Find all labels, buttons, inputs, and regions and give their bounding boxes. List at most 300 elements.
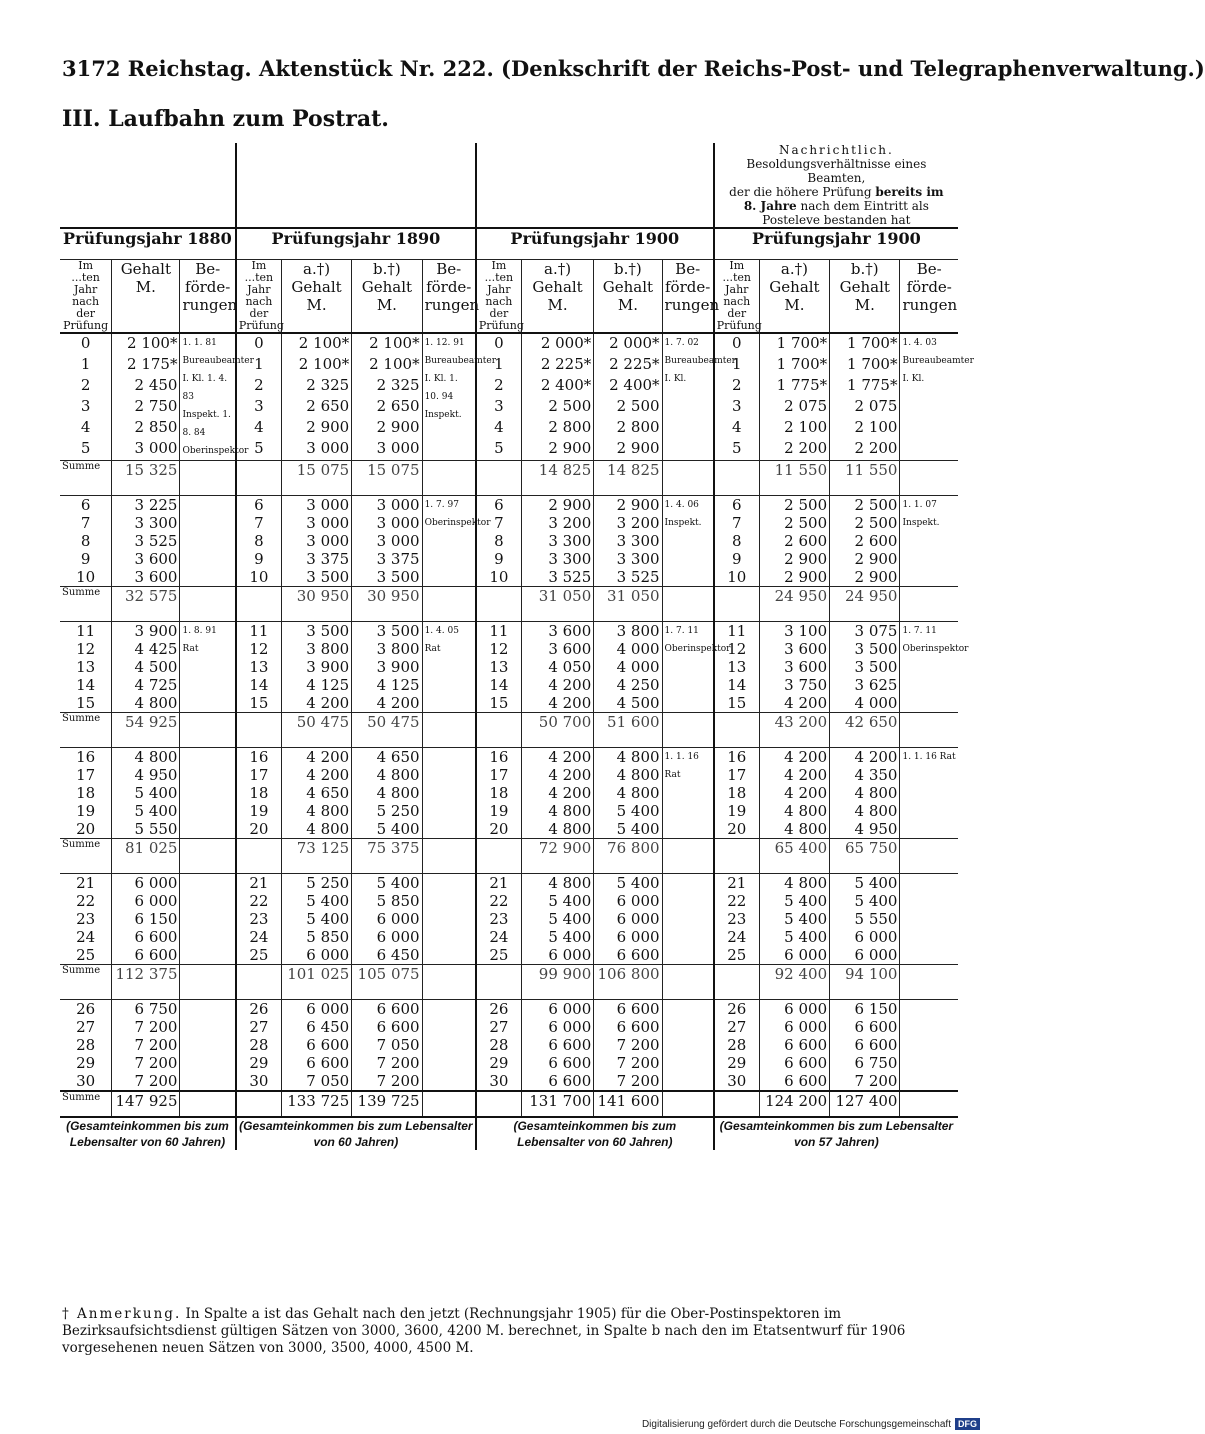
befoerderung-note: 1. 7. 97 Oberinspektor (422, 496, 476, 587)
year-cell: 8 (714, 532, 760, 550)
col-header-line: nach der (245, 295, 273, 320)
col-header-befoerderungen (422, 260, 480, 334)
gehalt-cell: 3 800 (352, 640, 422, 658)
gehalt-cell: 4 200 (352, 694, 422, 713)
year-cell: 16 (714, 748, 760, 767)
year-cell: 0 (714, 333, 760, 355)
gehalt-cell: 6 000 (112, 892, 180, 910)
summe-value: 32 575 (112, 587, 180, 622)
gehalt-cell: 2 900 (759, 550, 829, 568)
gehalt-cell: 5 250 (281, 874, 351, 893)
col-header-year (236, 260, 282, 334)
gehalt-cell: 4 200 (521, 676, 593, 694)
befoerderung-note (422, 874, 476, 965)
year-cell: 24 (476, 928, 522, 946)
table-row (60, 1000, 958, 1019)
gehalt-cell: 3 200 (594, 514, 662, 532)
year-cell: 21 (714, 874, 760, 893)
col-header-year (714, 260, 760, 334)
gehalt-cell: 2 500 (830, 514, 900, 532)
gehalt-cell: 5 400 (352, 874, 422, 893)
col-header-unit: M. (376, 296, 397, 314)
col-header-line: Jahr (247, 283, 271, 296)
gehalt-cell: 4 800 (352, 766, 422, 784)
col-header-line: Jahr (487, 283, 511, 296)
year-cell: 7 (714, 514, 760, 532)
summe-value: 42 650 (830, 713, 900, 748)
gehalt-cell: 2 750 (112, 397, 180, 418)
gesamteinkommen-row (60, 1117, 958, 1150)
year-cell: 21 (476, 874, 522, 893)
footer: Digitalisierung gefördert durch die Deutsche Forschungsgemeinschaft DFG (642, 1418, 980, 1430)
gehalt-cell: 5 400 (521, 892, 593, 910)
gehalt-cell: 4 200 (281, 694, 351, 713)
year-cell: 24 (236, 928, 282, 946)
summe-row (60, 965, 958, 1000)
summe-value: 31 050 (521, 587, 593, 622)
summe-value (662, 1091, 714, 1117)
gehalt-cell: 4 800 (521, 874, 593, 893)
gehalt-cell: 3 600 (521, 622, 593, 641)
gehalt-cell: 5 400 (759, 910, 829, 928)
summe-value: 99 900 (521, 965, 593, 1000)
summe-value: 105 075 (352, 965, 422, 1000)
befoerderung-note (900, 1000, 958, 1092)
year-cell: 1 (476, 355, 522, 376)
befoerderung-note: 1. 7. 02 Bureaubeamter I. Kl. (662, 333, 714, 461)
summe-value (422, 461, 476, 496)
year-cell: 26 (476, 1000, 522, 1019)
year-cell: 4 (80, 417, 91, 436)
year-cell: 26 (714, 1000, 760, 1019)
gehalt-cell: 4 725 (112, 676, 180, 694)
gehalt-cell: 2 900 (594, 496, 662, 515)
gehalt-cell: 2 225* (521, 355, 593, 376)
summe-value (236, 1091, 282, 1117)
year-cell: 13 (236, 658, 282, 676)
summe-row (60, 1091, 958, 1117)
salary-table (60, 143, 974, 1150)
gehalt-cell: 6 600 (594, 1018, 662, 1036)
col-header-line: Gehalt (602, 278, 654, 296)
gehalt-cell: 2 800 (594, 418, 662, 439)
gehalt-cell: 6 600 (352, 1000, 422, 1019)
year-cell: 18 (236, 784, 282, 802)
gehalt-cell: 2 175* (112, 355, 180, 376)
year-cell: 9 (80, 550, 91, 568)
befoerderung-note: 1. 8. 91 Rat (180, 622, 236, 713)
year-cell: 2 (236, 376, 282, 397)
summe-value (236, 839, 282, 874)
year-cell: 15 (714, 694, 760, 713)
gehalt-cell: 2 850 (112, 418, 180, 439)
gehalt-cell: 1 775* (759, 376, 829, 397)
year-cell: 27 (476, 1018, 522, 1036)
year-cell: 5 (714, 439, 760, 461)
summe-label: Summe (60, 839, 112, 874)
group-header: Prüfungsjahr 1880 (60, 228, 236, 260)
nachrichtlich-note: Nachrichtlich. Besoldungsverhältnisse eines Beamten, der die höhere Prüfung bereits im 8. Jahre nach dem Eintritt als Posteleve bestanden hat (714, 143, 958, 228)
gehalt-cell: 3 600 (112, 550, 180, 568)
gehalt-cell: 6 750 (830, 1054, 900, 1072)
gehalt-cell: 5 400 (112, 784, 180, 802)
gehalt-cell: 4 800 (830, 784, 900, 802)
gehalt-cell: 2 400* (521, 376, 593, 397)
summe-value (900, 587, 958, 622)
col-header-line: rungen (182, 296, 238, 314)
col-header-line: Be- (436, 260, 462, 278)
col-header-year (476, 260, 522, 334)
gehalt-cell: 6 000 (594, 928, 662, 946)
year-cell: 19 (714, 802, 760, 820)
col-header-line: Gehalt (361, 278, 413, 296)
year-cell: 7 (476, 514, 522, 532)
gehalt-cell: 2 000* (594, 333, 662, 355)
year-cell: 2 (80, 376, 91, 395)
gehalt-cell: 5 400 (830, 874, 900, 893)
gehalt-cell: 6 600 (759, 1036, 829, 1054)
gehalt-cell: 7 200 (594, 1054, 662, 1072)
gehalt-cell: 2 450 (112, 376, 180, 397)
col-header-line: Im (78, 259, 93, 272)
col-header-line: Gehalt (532, 278, 583, 296)
summe-row (60, 461, 958, 496)
summe-value: 11 550 (759, 461, 829, 496)
gehalt-cell: 7 050 (281, 1072, 351, 1091)
gehalt-cell: 2 100 (759, 418, 829, 439)
gehalt-cell: 2 900 (521, 496, 593, 515)
gehalt-cell: 2 100 (830, 418, 900, 439)
gehalt-cell: 6 000 (281, 946, 351, 965)
summe-value: 76 800 (594, 839, 662, 874)
col-header-line: förde- (185, 278, 231, 296)
year-cell: 18 (714, 784, 760, 802)
year-cell: 3 (236, 397, 282, 418)
year-cell: 28 (476, 1036, 522, 1054)
year-cell: 17 (714, 766, 760, 784)
gehalt-cell: 4 800 (594, 784, 662, 802)
col-header-line: Jahr (73, 283, 98, 296)
year-cell: 28 (714, 1036, 760, 1054)
year-cell: 1 (236, 355, 282, 376)
gehalt-cell: 2 100* (352, 333, 422, 355)
year-cell: 6 (714, 496, 760, 515)
gehalt-cell: 2 500 (759, 514, 829, 532)
summe-value (662, 713, 714, 748)
gehalt-cell: 2 075 (759, 397, 829, 418)
gehalt-cell: 5 400 (352, 820, 422, 839)
gehalt-cell: 6 000 (281, 1000, 351, 1019)
col-header-line: a.†) (780, 260, 808, 278)
gehalt-cell: 7 200 (594, 1072, 662, 1091)
col-header-line: Be- (916, 260, 942, 278)
gehalt-cell: 4 200 (830, 748, 900, 767)
summe-value: 92 400 (759, 965, 829, 1000)
year-cell: 9 (236, 550, 282, 568)
col-header-gehalt (594, 260, 662, 334)
summe-label: Summe (60, 1091, 112, 1117)
gehalt-cell: 6 600 (112, 928, 180, 946)
column-header-row (60, 260, 958, 334)
gehalt-cell: 3 200 (521, 514, 593, 532)
gehalt-cell: 2 650 (281, 397, 351, 418)
gehalt-cell: 6 000 (521, 1018, 593, 1036)
gehalt-cell: 4 950 (112, 766, 180, 784)
gehalt-cell: 4 000 (830, 694, 900, 713)
gehalt-cell: 4 800 (759, 820, 829, 839)
gehalt-cell: 4 250 (594, 676, 662, 694)
summe-value: 141 600 (594, 1091, 662, 1117)
col-header-unit: M. (306, 296, 327, 314)
gehalt-cell: 7 200 (352, 1072, 422, 1091)
summe-value (180, 1091, 236, 1117)
gesamteinkommen-note: (Gesamteinkommen bis zum Lebensalter von 60 Jahren) (66, 1119, 229, 1149)
summe-value: 43 200 (759, 713, 829, 748)
gehalt-cell: 2 800 (521, 418, 593, 439)
col-header-line: ...ten (71, 271, 100, 284)
summe-value (714, 965, 760, 1000)
gehalt-cell: 4 000 (594, 658, 662, 676)
year-cell: 16 (76, 748, 96, 766)
gehalt-cell: 4 800 (759, 874, 829, 893)
summe-value (422, 965, 476, 1000)
year-cell: 19 (476, 802, 522, 820)
summe-value: 11 550 (830, 461, 900, 496)
befoerderung-note: 1. 12. 91 Bureaubeamter I. Kl. 1. 10. 94 Inspekt. (422, 333, 476, 461)
gehalt-cell: 3 375 (352, 550, 422, 568)
summe-value (422, 713, 476, 748)
col-header-befoerderungen (900, 260, 958, 334)
gehalt-cell: 6 000 (594, 910, 662, 928)
gehalt-cell: 2 325 (352, 376, 422, 397)
col-header-gehalt (112, 260, 180, 334)
gehalt-cell: 4 200 (759, 766, 829, 784)
gehalt-cell: 3 525 (112, 532, 180, 550)
gehalt-cell: 6 000 (521, 946, 593, 965)
year-cell: 3 (714, 397, 760, 418)
befoerderung-note (180, 496, 236, 587)
gehalt-cell: 3 500 (830, 658, 900, 676)
year-cell: 0 (80, 334, 91, 352)
gehalt-cell: 6 600 (594, 1000, 662, 1019)
year-cell: 20 (236, 820, 282, 839)
year-cell: 11 (76, 622, 96, 640)
gehalt-cell: 4 800 (521, 802, 593, 820)
gehalt-cell: 6 450 (352, 946, 422, 965)
gehalt-cell: 5 400 (759, 892, 829, 910)
col-header-line: Im (491, 259, 507, 272)
col-header-line: förde- (665, 278, 711, 296)
gehalt-cell: 4 800 (594, 766, 662, 784)
gehalt-cell: 4 350 (830, 766, 900, 784)
befoerderung-note (662, 874, 714, 965)
section-title: III. Laufbahn zum Postrat. (62, 106, 389, 132)
year-cell: 23 (476, 910, 522, 928)
footnote: † Anmerkung. In Spalte a ist das Gehalt nach den jetzt (Rechnungsjahr 1905) für die Ober-Postinspektoren im Bezirksaufsichtsdienst gültigen Sätzen von 3000, 3600, 4200 M. berechnet, in Spalte b nach den im Etatsentwurf für 1906 vorgesehenen neuen Sätzen von 3000, 3500, 4000, 4500 M. (62, 1306, 906, 1356)
year-cell: 20 (714, 820, 760, 839)
year-cell: 22 (76, 892, 96, 910)
summe-value: 54 925 (112, 713, 180, 748)
gehalt-cell: 6 600 (759, 1072, 829, 1091)
year-cell: 3 (476, 397, 522, 418)
gehalt-cell: 2 900 (759, 568, 829, 587)
year-cell: 15 (76, 694, 96, 712)
gehalt-cell: 4 000 (594, 640, 662, 658)
year-cell: 11 (476, 622, 522, 641)
gehalt-cell: 2 900 (830, 550, 900, 568)
gehalt-cell: 4 200 (759, 784, 829, 802)
befoerderung-note (180, 1000, 236, 1092)
gehalt-cell: 6 600 (594, 946, 662, 965)
gehalt-cell: 6 600 (830, 1018, 900, 1036)
gehalt-cell: 7 200 (112, 1054, 180, 1072)
gehalt-cell: 6 000 (830, 928, 900, 946)
summe-value (900, 839, 958, 874)
year-cell: 9 (714, 550, 760, 568)
col-header-unit: M. (784, 296, 805, 314)
summe-value: 73 125 (281, 839, 351, 874)
year-cell: 12 (236, 640, 282, 658)
col-header-line: ...ten (244, 271, 274, 284)
year-cell: 30 (236, 1072, 282, 1091)
gehalt-cell: 3 525 (521, 568, 593, 587)
gehalt-cell: 1 700* (759, 355, 829, 376)
col-header-line: Be- (675, 260, 701, 278)
gehalt-cell: 3 000 (281, 439, 351, 461)
summe-value (236, 713, 282, 748)
gehalt-cell: 6 600 (521, 1036, 593, 1054)
gehalt-cell: 5 850 (352, 892, 422, 910)
col-header-line: Prüfung (238, 319, 284, 332)
summe-value (714, 461, 760, 496)
year-cell: 25 (476, 946, 522, 965)
gehalt-cell: 3 750 (759, 676, 829, 694)
gehalt-cell: 1 700* (830, 355, 900, 376)
gehalt-cell: 3 000 (352, 514, 422, 532)
summe-value: 65 750 (830, 839, 900, 874)
gehalt-cell: 2 075 (830, 397, 900, 418)
year-cell: 15 (236, 694, 282, 713)
group-header: Prüfungsjahr 1900 (714, 228, 958, 260)
gehalt-cell: 4 950 (830, 820, 900, 839)
gehalt-cell: 7 200 (112, 1018, 180, 1036)
befoerderung-note: 1. 4. 05 Rat (422, 622, 476, 713)
year-cell: 27 (714, 1018, 760, 1036)
gehalt-cell: 5 250 (352, 802, 422, 820)
year-cell: 4 (236, 418, 282, 439)
year-cell: 14 (236, 676, 282, 694)
gehalt-cell: 2 100* (281, 355, 351, 376)
summe-value: 14 825 (521, 461, 593, 496)
gehalt-cell: 4 800 (112, 748, 180, 767)
summe-value: 24 950 (830, 587, 900, 622)
summe-value: 106 800 (594, 965, 662, 1000)
year-cell: 6 (476, 496, 522, 515)
gehalt-cell: 7 200 (112, 1072, 180, 1091)
year-cell: 23 (76, 910, 96, 928)
col-header-line: nach der (723, 295, 751, 320)
gehalt-cell: 4 800 (521, 820, 593, 839)
summe-value (662, 461, 714, 496)
gehalt-cell: 6 000 (112, 874, 180, 893)
gehalt-cell: 5 400 (281, 892, 351, 910)
year-cell: 15 (476, 694, 522, 713)
gehalt-cell: 3 900 (352, 658, 422, 676)
gehalt-cell: 5 400 (281, 910, 351, 928)
col-header-line: rungen (424, 296, 480, 314)
befoerderung-note (422, 748, 476, 839)
summe-value (900, 1091, 958, 1117)
summe-value (180, 587, 236, 622)
gehalt-cell: 2 200 (759, 439, 829, 461)
gehalt-cell: 3 800 (594, 622, 662, 641)
gehalt-cell: 3 000 (112, 439, 180, 461)
year-cell: 30 (76, 1072, 96, 1090)
gehalt-cell: 3 525 (594, 568, 662, 587)
col-header-line: rungen (664, 296, 720, 314)
year-cell: 17 (476, 766, 522, 784)
col-header-unit: M. (547, 296, 568, 314)
col-header-line: Gehalt (769, 278, 820, 296)
summe-value (900, 713, 958, 748)
col-header-line: Im (729, 259, 745, 272)
year-cell: 1 (714, 355, 760, 376)
summe-value (900, 461, 958, 496)
gehalt-cell: 6 000 (759, 946, 829, 965)
year-cell: 5 (476, 439, 522, 461)
befoerderung-note: 1. 1. 16 Rat (900, 748, 958, 839)
summe-value (180, 461, 236, 496)
col-header-line: förde- (426, 278, 472, 296)
year-cell: 26 (76, 1000, 96, 1018)
summe-value (714, 587, 760, 622)
summe-label: Summe (60, 587, 112, 622)
col-header-line: Jahr (725, 283, 749, 296)
gehalt-cell: 4 200 (281, 766, 351, 784)
year-cell: 14 (76, 676, 96, 694)
gehalt-cell: 4 650 (352, 748, 422, 767)
group-header-row (60, 228, 958, 260)
gehalt-cell: 3 000 (352, 532, 422, 550)
summe-value: 15 075 (281, 461, 351, 496)
col-header-line: a.†) (544, 260, 572, 278)
col-header-year (60, 260, 112, 334)
year-cell: 27 (236, 1018, 282, 1036)
dfg-logo: DFG (955, 1418, 980, 1430)
befoerderung-note: 1. 4. 03 Bureaubeamter I. Kl. (900, 333, 958, 461)
year-cell: 16 (476, 748, 522, 767)
summe-value: 51 600 (594, 713, 662, 748)
summe-value (236, 587, 282, 622)
year-cell: 6 (236, 496, 282, 515)
gehalt-cell: 2 500 (759, 496, 829, 515)
summe-value (236, 965, 282, 1000)
col-header-line: Gehalt (839, 278, 890, 296)
gehalt-cell: 5 400 (759, 928, 829, 946)
summe-value: 101 025 (281, 965, 351, 1000)
gehalt-cell: 6 600 (759, 1054, 829, 1072)
col-header-unit: M. (135, 278, 156, 296)
col-header-befoerderungen (180, 260, 236, 334)
gehalt-cell: 3 300 (112, 514, 180, 532)
year-cell: 13 (76, 658, 96, 676)
gehalt-cell: 3 900 (281, 658, 351, 676)
gehalt-cell: 2 225* (594, 355, 662, 376)
year-cell: 24 (76, 928, 96, 946)
gehalt-cell: 3 500 (281, 568, 351, 587)
gehalt-cell: 4 800 (112, 694, 180, 713)
gehalt-cell: 2 500 (594, 397, 662, 418)
